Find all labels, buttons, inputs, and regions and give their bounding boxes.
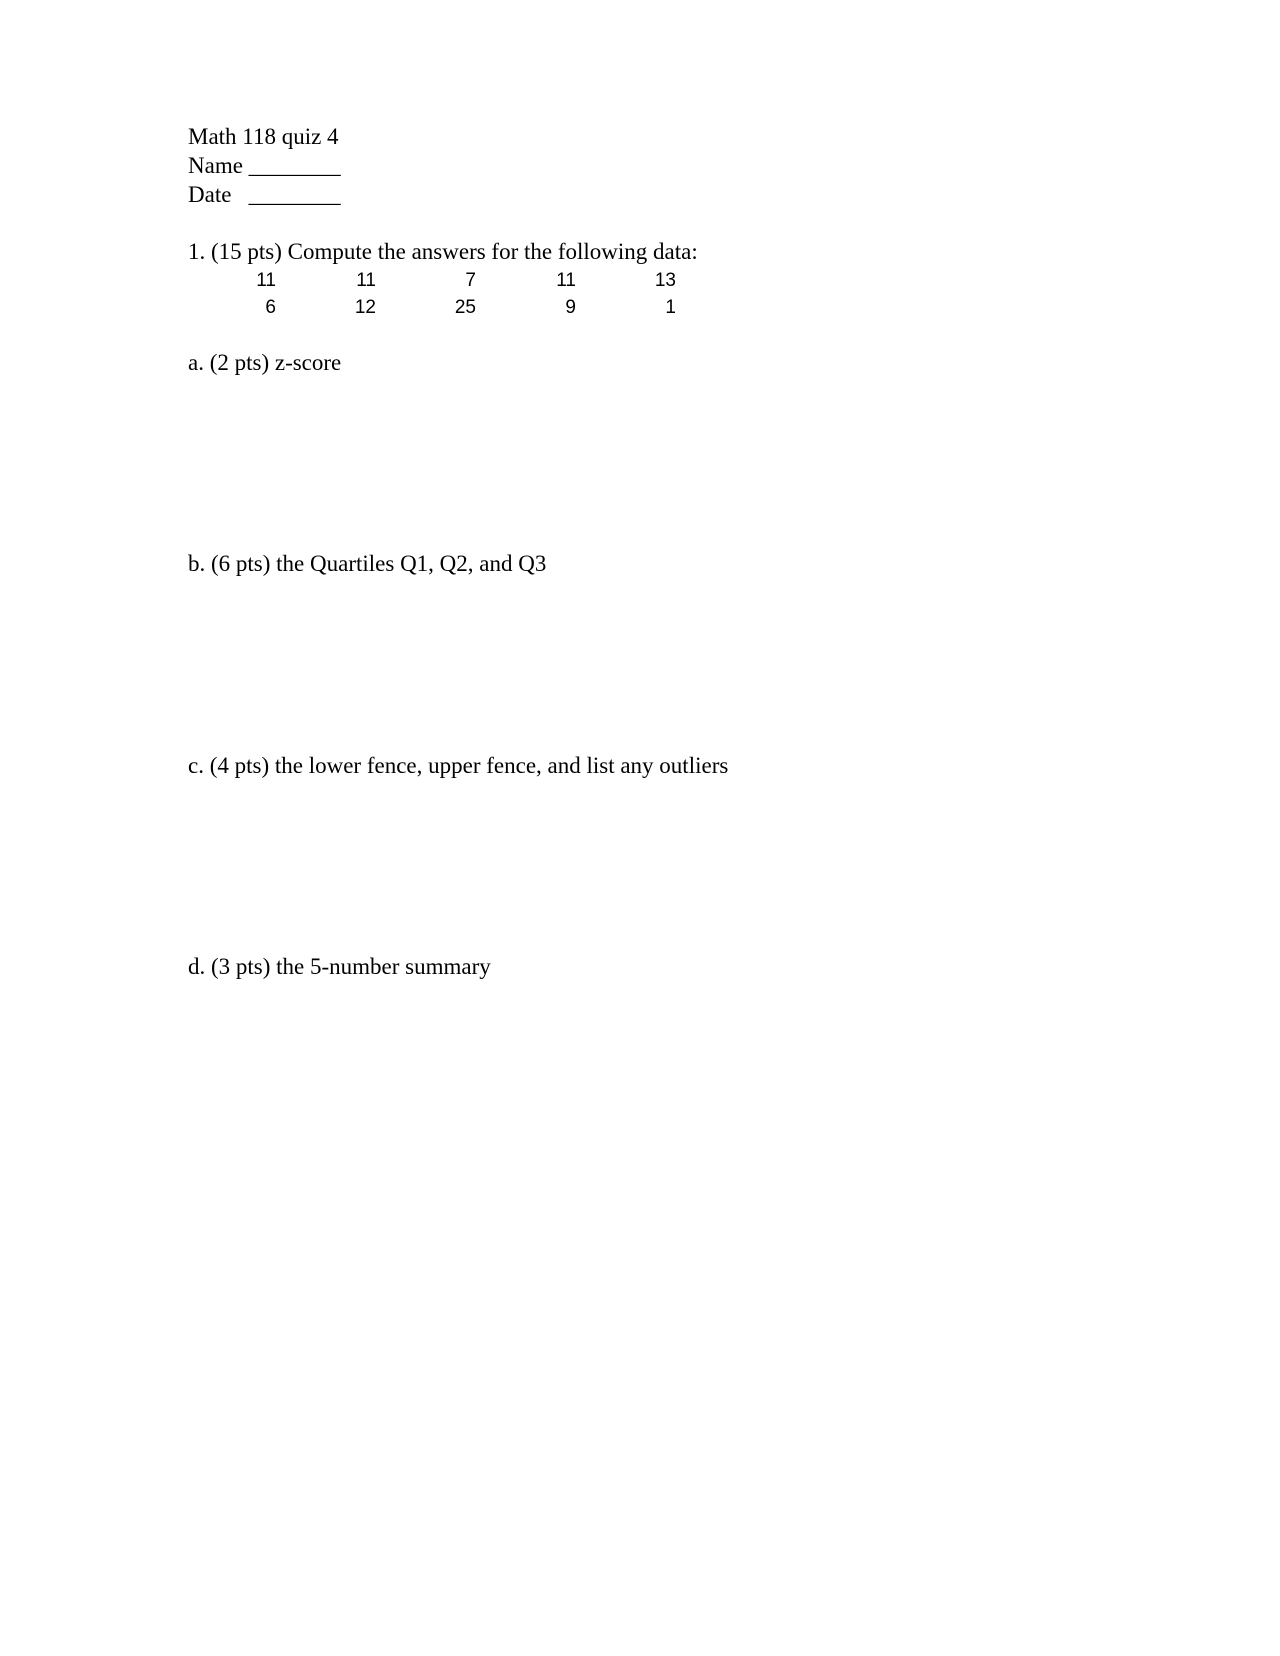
data-value: 13 <box>654 270 676 291</box>
part-a-prompt: a. (2 pts) z-score <box>188 350 342 375</box>
date-field-line: Date ________ <box>188 182 341 207</box>
data-value: 25 <box>454 297 476 318</box>
data-value: 12 <box>354 297 376 318</box>
part-b-prompt: b. (6 pts) the Quartiles Q1, Q2, and Q3 <box>188 551 547 576</box>
quiz-title: Math 118 quiz 4 <box>188 124 339 149</box>
question-1-prompt: 1. (15 pts) Compute the answers for the following data: <box>188 239 698 264</box>
part-d-prompt: d. (3 pts) the 5-number summary <box>188 954 491 979</box>
data-value: 9 <box>565 297 576 318</box>
data-value: 11 <box>356 270 376 291</box>
data-value: 1 <box>665 297 676 318</box>
data-value: 7 <box>465 270 476 291</box>
data-value: 11 <box>256 270 276 291</box>
part-c-prompt: c. (4 pts) the lower fence, upper fence, and list any outliers <box>188 753 729 778</box>
name-field-line: Name ________ <box>188 153 341 178</box>
data-value: 11 <box>556 270 576 291</box>
data-value: 6 <box>265 297 276 318</box>
